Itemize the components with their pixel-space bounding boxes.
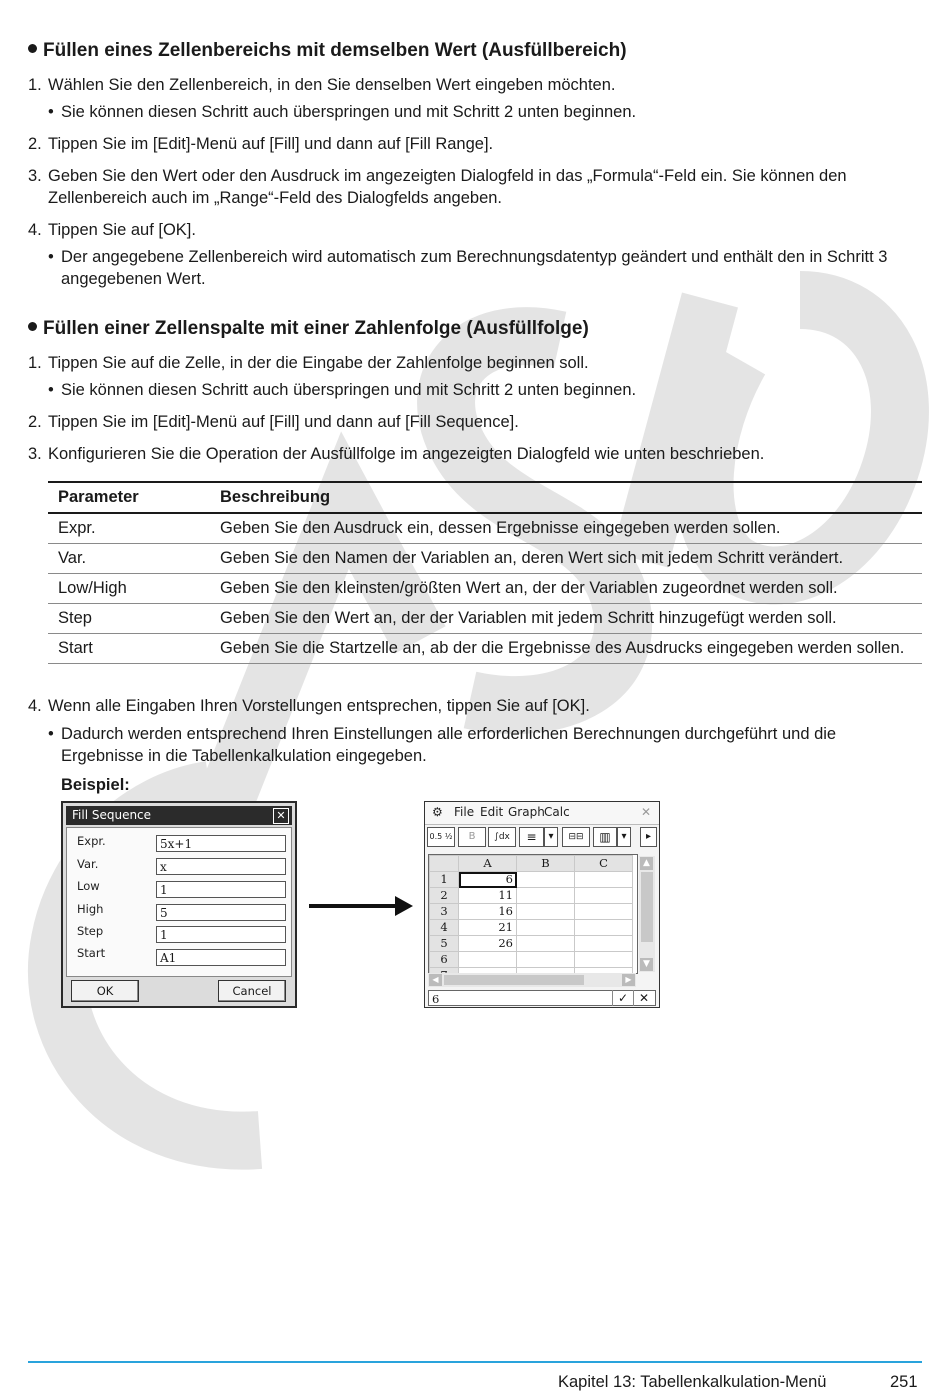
table-cell: Geben Sie den Namen der Variablen an, deren Wert sich mit jedem Schritt verändert. bbox=[220, 549, 844, 567]
dropdown-icon[interactable]: ▾ bbox=[544, 827, 558, 847]
field-label-high: High bbox=[77, 902, 104, 916]
column-header: Beschreibung bbox=[220, 488, 331, 506]
table-row bbox=[48, 544, 922, 574]
table-cell: Var. bbox=[58, 549, 87, 567]
section1-heading-text: Füllen eines Zellenbereichs mit demselben Wert (Ausfüllbereich) bbox=[43, 40, 627, 61]
scroll-right-icon[interactable]: ▸ bbox=[640, 827, 657, 847]
scroll-left-icon[interactable]: ◀ bbox=[429, 974, 442, 986]
step-note: Sie können diesen Schritt auch überspringen und mit Schritt 2 unten beginnen. bbox=[61, 103, 637, 121]
input-value: 6 bbox=[432, 992, 440, 1006]
cell-c4[interactable] bbox=[575, 920, 633, 936]
table-row bbox=[430, 920, 633, 936]
column-header-b[interactable]: B bbox=[517, 856, 575, 872]
spreadsheet-grid bbox=[428, 854, 638, 974]
section2-heading-text: Füllen einer Zellenspalte mit einer Zahlenfolge (Ausfüllfolge) bbox=[43, 318, 589, 339]
step-number: 1. bbox=[28, 354, 42, 372]
column-header: Parameter bbox=[58, 488, 139, 506]
field-label-step: Step bbox=[77, 924, 104, 938]
column-header-a[interactable]: A bbox=[459, 856, 517, 872]
step-number: 4. bbox=[28, 221, 42, 239]
cell-b4[interactable] bbox=[517, 920, 575, 936]
arrow-right-icon bbox=[309, 895, 415, 917]
cell-b3[interactable] bbox=[517, 904, 575, 920]
bullet-icon bbox=[28, 322, 37, 331]
vertical-scrollbar[interactable] bbox=[639, 856, 655, 972]
cell-a3[interactable]: 16 bbox=[459, 904, 517, 920]
step-note: Dadurch werden entsprechend Ihren Einstellungen alle erforderlichen Berechnungen durchgeführt und die Ergebnisse in die Tabellenkalkulation eingegeben. bbox=[61, 725, 837, 765]
step-number: 3. bbox=[28, 167, 42, 185]
confirm-icon[interactable]: ✓ bbox=[612, 990, 633, 1006]
cell-c6[interactable] bbox=[575, 952, 633, 968]
bar-chart-icon[interactable]: ▥ bbox=[593, 827, 617, 847]
bullet-icon: • bbox=[48, 725, 54, 743]
field-label-expr: Expr. bbox=[77, 834, 106, 848]
step-number: 2. bbox=[28, 413, 42, 431]
row-header[interactable]: 3 bbox=[430, 904, 459, 920]
bullet-icon: • bbox=[48, 248, 54, 266]
row-header[interactable]: 5 bbox=[430, 936, 459, 952]
bullet-icon: • bbox=[48, 381, 54, 399]
table-row bbox=[430, 904, 633, 920]
scroll-down-icon[interactable]: ▼ bbox=[640, 958, 653, 971]
step-text: Tippen Sie auf die Zelle, in der die Eingabe der Zahlenfolge beginnen soll. bbox=[48, 354, 589, 372]
cell-ref-icon[interactable]: ⊟⊟ bbox=[562, 827, 590, 847]
step-number: 4. bbox=[28, 697, 42, 715]
step-text: Wählen Sie den Zellenbereich, in den Sie denselben Wert eingeben möchten. bbox=[48, 76, 616, 94]
field-label-low: Low bbox=[77, 879, 100, 893]
table-row bbox=[48, 604, 922, 634]
step-text: Konfigurieren Sie die Operation der Ausfüllfolge im angezeigten Dialogfeld wie unten beschrieben. bbox=[48, 445, 765, 463]
column-header-c[interactable]: C bbox=[575, 856, 633, 872]
page-number: 251 bbox=[890, 1373, 918, 1391]
step-field[interactable]: 1 bbox=[156, 926, 286, 943]
cell-input-line[interactable] bbox=[428, 990, 656, 1006]
fraction-decimal-icon[interactable]: 0.5 ½ bbox=[427, 827, 455, 847]
menu-graph[interactable]: Graph bbox=[508, 805, 545, 819]
var-field[interactable]: x bbox=[156, 858, 286, 875]
corner-cell bbox=[430, 856, 459, 872]
field-label-var: Var. bbox=[77, 857, 99, 871]
close-icon[interactable]: ✕ bbox=[273, 808, 289, 824]
step-text: Tippen Sie auf [OK]. bbox=[48, 221, 196, 239]
scroll-right-icon[interactable]: ▶ bbox=[622, 974, 635, 986]
bullet-icon bbox=[28, 44, 37, 53]
cell-b2[interactable] bbox=[517, 888, 575, 904]
table-cell: Geben Sie den Ausdruck ein, dessen Ergebnisse eingegeben werden sollen. bbox=[220, 519, 781, 537]
cell-b6[interactable] bbox=[517, 952, 575, 968]
table-cell: Geben Sie die Startzelle an, ab der die Ergebnisse des Ausdrucks eingegeben werden sollen. bbox=[220, 639, 905, 657]
step-number: 2. bbox=[28, 135, 42, 153]
gear-icon[interactable]: ⚙ bbox=[432, 805, 443, 819]
align-icon[interactable]: ≡ bbox=[519, 827, 544, 847]
spreadsheet-screen bbox=[424, 801, 660, 1008]
cell-a4[interactable]: 21 bbox=[459, 920, 517, 936]
start-field[interactable]: A1 bbox=[156, 949, 286, 966]
footer-chapter: Kapitel 13: Tabellenkalkulation-Menü bbox=[558, 1373, 827, 1391]
cell-c2[interactable] bbox=[575, 888, 633, 904]
step-number: 1. bbox=[28, 76, 42, 94]
menu-calc[interactable]: Calc bbox=[544, 805, 570, 819]
cell-b1[interactable] bbox=[517, 872, 575, 888]
formula-edit-icon[interactable]: ∫dx bbox=[488, 827, 516, 847]
table-row bbox=[48, 574, 922, 604]
dialog-fields bbox=[66, 827, 292, 977]
high-field[interactable]: 5 bbox=[156, 904, 286, 921]
table-cell: Geben Sie den kleinsten/größten Wert an, der der Variablen zugeordnet werden soll. bbox=[220, 579, 838, 597]
table-row bbox=[430, 872, 633, 888]
row-header[interactable]: 6 bbox=[430, 952, 459, 968]
step-text: Geben Sie den Wert oder den Ausdruck im angezeigten Dialogfeld in das „Formula“-Feld ein. Sie können den Zellenbereich auch im „Range“-Feld des Dialogfelds angeben. bbox=[48, 167, 847, 207]
scroll-up-icon[interactable]: ▲ bbox=[640, 857, 653, 870]
expr-field[interactable]: 5x+1 bbox=[156, 835, 286, 852]
table-row bbox=[430, 952, 633, 968]
row-header[interactable]: 1 bbox=[430, 872, 459, 888]
cell-a6[interactable] bbox=[459, 952, 517, 968]
step-text: Tippen Sie im [Edit]-Menü auf [Fill] und dann auf [Fill Range]. bbox=[48, 135, 494, 153]
step-text: Tippen Sie im [Edit]-Menü auf [Fill] und dann auf [Fill Sequence]. bbox=[48, 413, 519, 431]
section1-heading bbox=[28, 40, 627, 62]
table-cell: Step bbox=[58, 609, 92, 627]
table-cell: Geben Sie den Wert an, der der Variablen mit jedem Schritt hinzugefügt werden soll. bbox=[220, 609, 837, 627]
dialog-title-bar bbox=[66, 806, 292, 825]
close-icon[interactable]: ✕ bbox=[641, 805, 652, 819]
table-row bbox=[48, 513, 922, 544]
table-cell: Expr. bbox=[58, 519, 96, 537]
bullet-icon: • bbox=[48, 103, 54, 121]
table-header-row bbox=[48, 482, 922, 513]
dropdown-icon[interactable]: ▾ bbox=[617, 827, 631, 847]
row-header[interactable]: 2 bbox=[430, 888, 459, 904]
cell-a5[interactable]: 26 bbox=[459, 936, 517, 952]
menu-bar bbox=[425, 802, 659, 825]
step-number: 3. bbox=[28, 445, 42, 463]
ok-button[interactable]: OK bbox=[71, 980, 139, 1002]
dialog-title: Fill Sequence bbox=[72, 808, 152, 822]
row-header[interactable]: 4 bbox=[430, 920, 459, 936]
menu-file[interactable]: File bbox=[454, 805, 475, 819]
fill-sequence-dialog bbox=[61, 801, 297, 1008]
cancel-button[interactable]: Cancel bbox=[218, 980, 286, 1002]
cell-b5[interactable] bbox=[517, 936, 575, 952]
step-note: Der angegebene Zellenbereich wird automatisch zum Berechnungsdatentyp geändert und enthält den in Schritt 3 angegebenen Wert. bbox=[61, 248, 888, 288]
scroll-thumb[interactable] bbox=[444, 975, 584, 985]
cancel-icon[interactable]: ✕ bbox=[633, 990, 654, 1006]
step-text: Wenn alle Eingaben Ihren Vorstellungen entsprechen, tippen Sie auf [OK]. bbox=[48, 697, 590, 715]
cell-c3[interactable] bbox=[575, 904, 633, 920]
field-label-start: Start bbox=[77, 946, 106, 960]
parameter-table bbox=[48, 481, 922, 664]
step-note: Sie können diesen Schritt auch überspringen und mit Schritt 2 unten beginnen. bbox=[61, 381, 637, 399]
menu-edit[interactable]: Edit bbox=[480, 805, 504, 819]
cell-a2[interactable]: 11 bbox=[459, 888, 517, 904]
cell-c1[interactable] bbox=[575, 872, 633, 888]
horizontal-scrollbar[interactable] bbox=[428, 973, 636, 987]
footer-rule bbox=[28, 1361, 922, 1363]
cell-c5[interactable] bbox=[575, 936, 633, 952]
section2-heading bbox=[28, 318, 589, 340]
table-row bbox=[48, 634, 922, 664]
example-label: Beispiel: bbox=[61, 776, 130, 794]
scroll-thumb[interactable] bbox=[641, 872, 653, 942]
table-cell: Low/High bbox=[58, 579, 127, 597]
low-field[interactable]: 1 bbox=[156, 881, 286, 898]
bold-icon[interactable]: B bbox=[458, 827, 486, 847]
cell-a1[interactable]: 6 bbox=[459, 872, 517, 888]
table-cell: Start bbox=[58, 639, 93, 657]
table-row bbox=[430, 936, 633, 952]
table-row bbox=[430, 888, 633, 904]
